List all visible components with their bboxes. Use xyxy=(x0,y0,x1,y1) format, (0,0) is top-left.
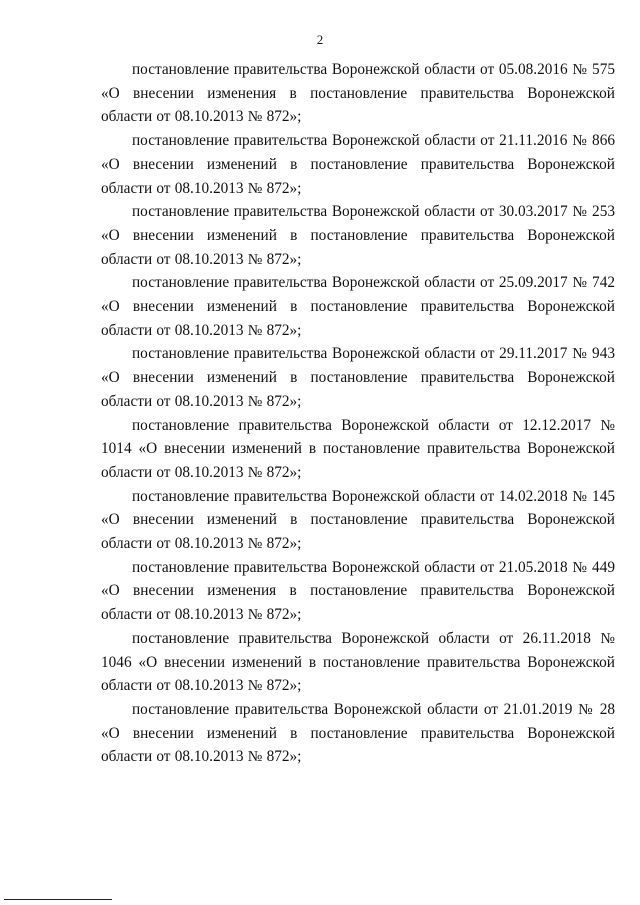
decree-paragraph: постановление правительства Воронежской области от 12.12.2017 № 1014 «О внесении изменений в постановление правительства Воронежской области от 08.10.2013 № 872»; xyxy=(101,416,615,481)
decree-paragraph: постановление правительства Воронежской области от 25.09.2017 № 742 «О внесении изменений в постановление правительства Воронежской области от 08.10.2013 № 872»; xyxy=(101,274,615,339)
decree-paragraph: постановление правительства Воронежской области от 29.11.2017 № 943 «О внесении изменений в постановление правительства Воронежской области от 08.10.2013 № 872»; xyxy=(101,345,615,410)
decree-paragraph: постановление правительства Воронежской области от 21.05.2018 № 449 «О внесении изменения в постановление правительства Воронежской области от 08.10.2013 № 872»; xyxy=(101,558,615,624)
decree-paragraph: постановление правительства Воронежской области от 14.02.2018 № 145 «О внесении изменений в постановление правительства Воронежской области от 08.10.2013 № 872»; xyxy=(101,487,615,553)
decree-list xyxy=(101,58,615,769)
decree-paragraph: постановление правительства Воронежской области от 21.11.2016 № 866 «О внесении изменений в постановление правительства Воронежской области от 08.10.2013 № 872»; xyxy=(101,132,615,197)
decree-paragraph: постановление правительства Воронежской области от 21.01.2019 № 28 «О внесении изменений в постановление правительства Воронежской области от 08.10.2013 № 872»; xyxy=(101,700,615,766)
page-number: 2 xyxy=(316,32,324,47)
decree-paragraph: постановление правительства Воронежской области от 30.03.2017 № 253 «О внесении изменений в постановление правительства Воронежской области от 08.10.2013 № 872»; xyxy=(101,203,615,268)
footer-divider xyxy=(4,899,112,900)
decree-paragraph: постановление правительства Воронежской области от 05.08.2016 № 575 «О внесении изменения в постановление правительства Воронежской области от 08.10.2013 № 872»; xyxy=(101,61,615,126)
decree-paragraph: постановление правительства Воронежской области от 26.11.2018 № 1046 «О внесении изменений в постановление правительства Воронежской области от 08.10.2013 № 872»; xyxy=(101,629,615,695)
